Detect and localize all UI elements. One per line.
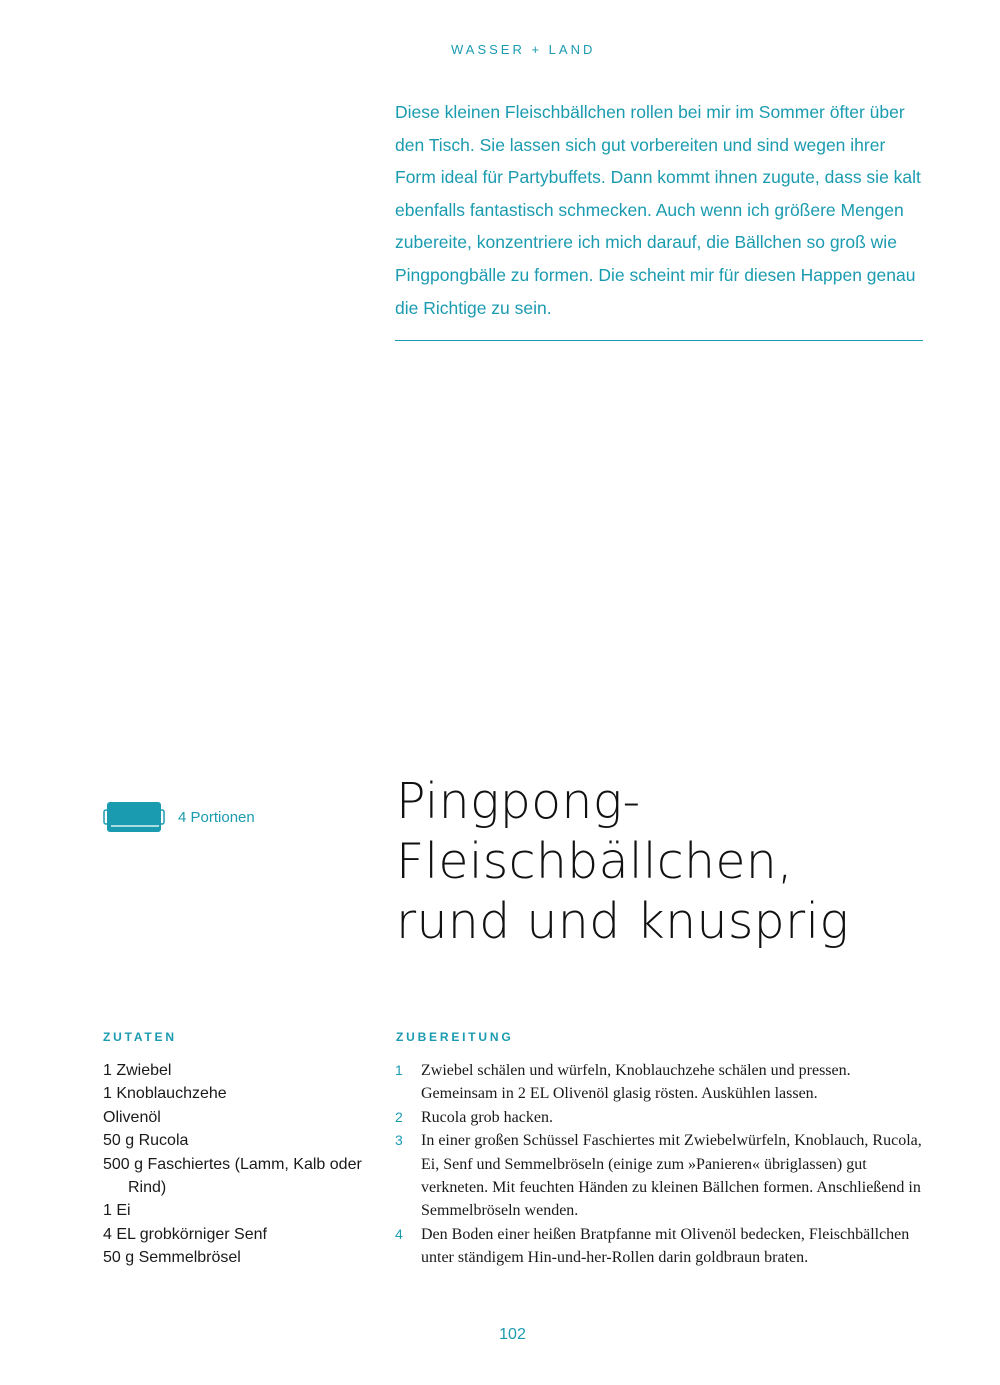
step-number: 4 xyxy=(395,1225,403,1242)
ingredient-item: 50 g Semmelbrösel xyxy=(103,1249,241,1267)
intro-divider xyxy=(395,340,923,341)
title-line-2: Fleischbällchen, xyxy=(396,833,794,890)
ingredient-item: 1 Knoblauchzehe xyxy=(103,1085,227,1103)
portions-label: 4 Portionen xyxy=(178,809,255,826)
preparation-steps xyxy=(395,1059,930,1270)
page-number: 102 xyxy=(499,1326,526,1343)
ingredient-item: 500 g Faschiertes (Lamm, Kalb oder Rind) xyxy=(103,1155,362,1197)
baking-dish-icon xyxy=(103,801,165,834)
step-text: In einer großen Schüssel Faschiertes mit Zwiebelwürfeln, Knoblauch, Rucola, Ei, Senf und Semmelbröseln (einige zum »Panieren« übriglassen) gut verkneten. Mit feuchten Händen zu kleinen Bällchen formen. Anschließend in Semmelbröseln wenden. xyxy=(421,1132,922,1220)
title-line-1: Pingpong- xyxy=(396,773,641,830)
step-text: Zwiebel schälen und würfeln, Knoblauchzehe schälen und pressen. Gemeinsam in 2 EL Olivenöl glasig rösten. Auskühlen lassen. xyxy=(421,1062,851,1103)
ingredients-heading: ZUTATEN xyxy=(103,1030,177,1044)
title-line-3: rund und knusprig xyxy=(396,893,850,950)
step-number: 1 xyxy=(395,1062,403,1078)
step-text: Rucola grob hacken. xyxy=(421,1108,553,1126)
ingredients-list xyxy=(103,1059,363,1270)
ingredient-item: Olivenöl xyxy=(103,1108,161,1126)
step-text: Den Boden einer heißen Bratpfanne mit Olivenöl bedecken, Fleischbällchen unter ständigem Hin-und-her-Rollen darin goldbraun braten. xyxy=(421,1225,910,1267)
step-item xyxy=(395,1223,930,1270)
step-number: 3 xyxy=(395,1132,403,1149)
section-header: WASSER + LAND xyxy=(451,42,596,57)
preparation-heading: ZUBEREITUNG xyxy=(396,1030,514,1044)
ingredient-item: 1 Ei xyxy=(103,1202,131,1220)
ingredient-item: 4 EL grobkörniger Senf xyxy=(103,1225,267,1243)
intro-text: Diese kleinen Fleischbällchen rollen bei mir im Sommer öfter über den Tisch. Sie lassen sich gut vorbereiten und sind wegen ihrer Form ideal für Partybuffets. Dann kommt ihnen zugute, dass sie kalt ebenfalls fantastisch schmecken. Auch wenn ich größere Mengen zubereite, konzentriere ich mich darauf, die Bällchen so groß wie Pingpongbälle zu formen. Die scheint mir für diesen Happen genau die Richtige zu sein. xyxy=(395,102,921,318)
recipe-title xyxy=(396,772,849,952)
step-item xyxy=(395,1059,930,1106)
ingredient-item: 50 g Rucola xyxy=(103,1132,189,1150)
step-item xyxy=(395,1129,930,1223)
ingredient-item: 1 Zwiebel xyxy=(103,1062,172,1079)
step-item xyxy=(395,1106,930,1129)
step-number: 2 xyxy=(395,1108,403,1125)
